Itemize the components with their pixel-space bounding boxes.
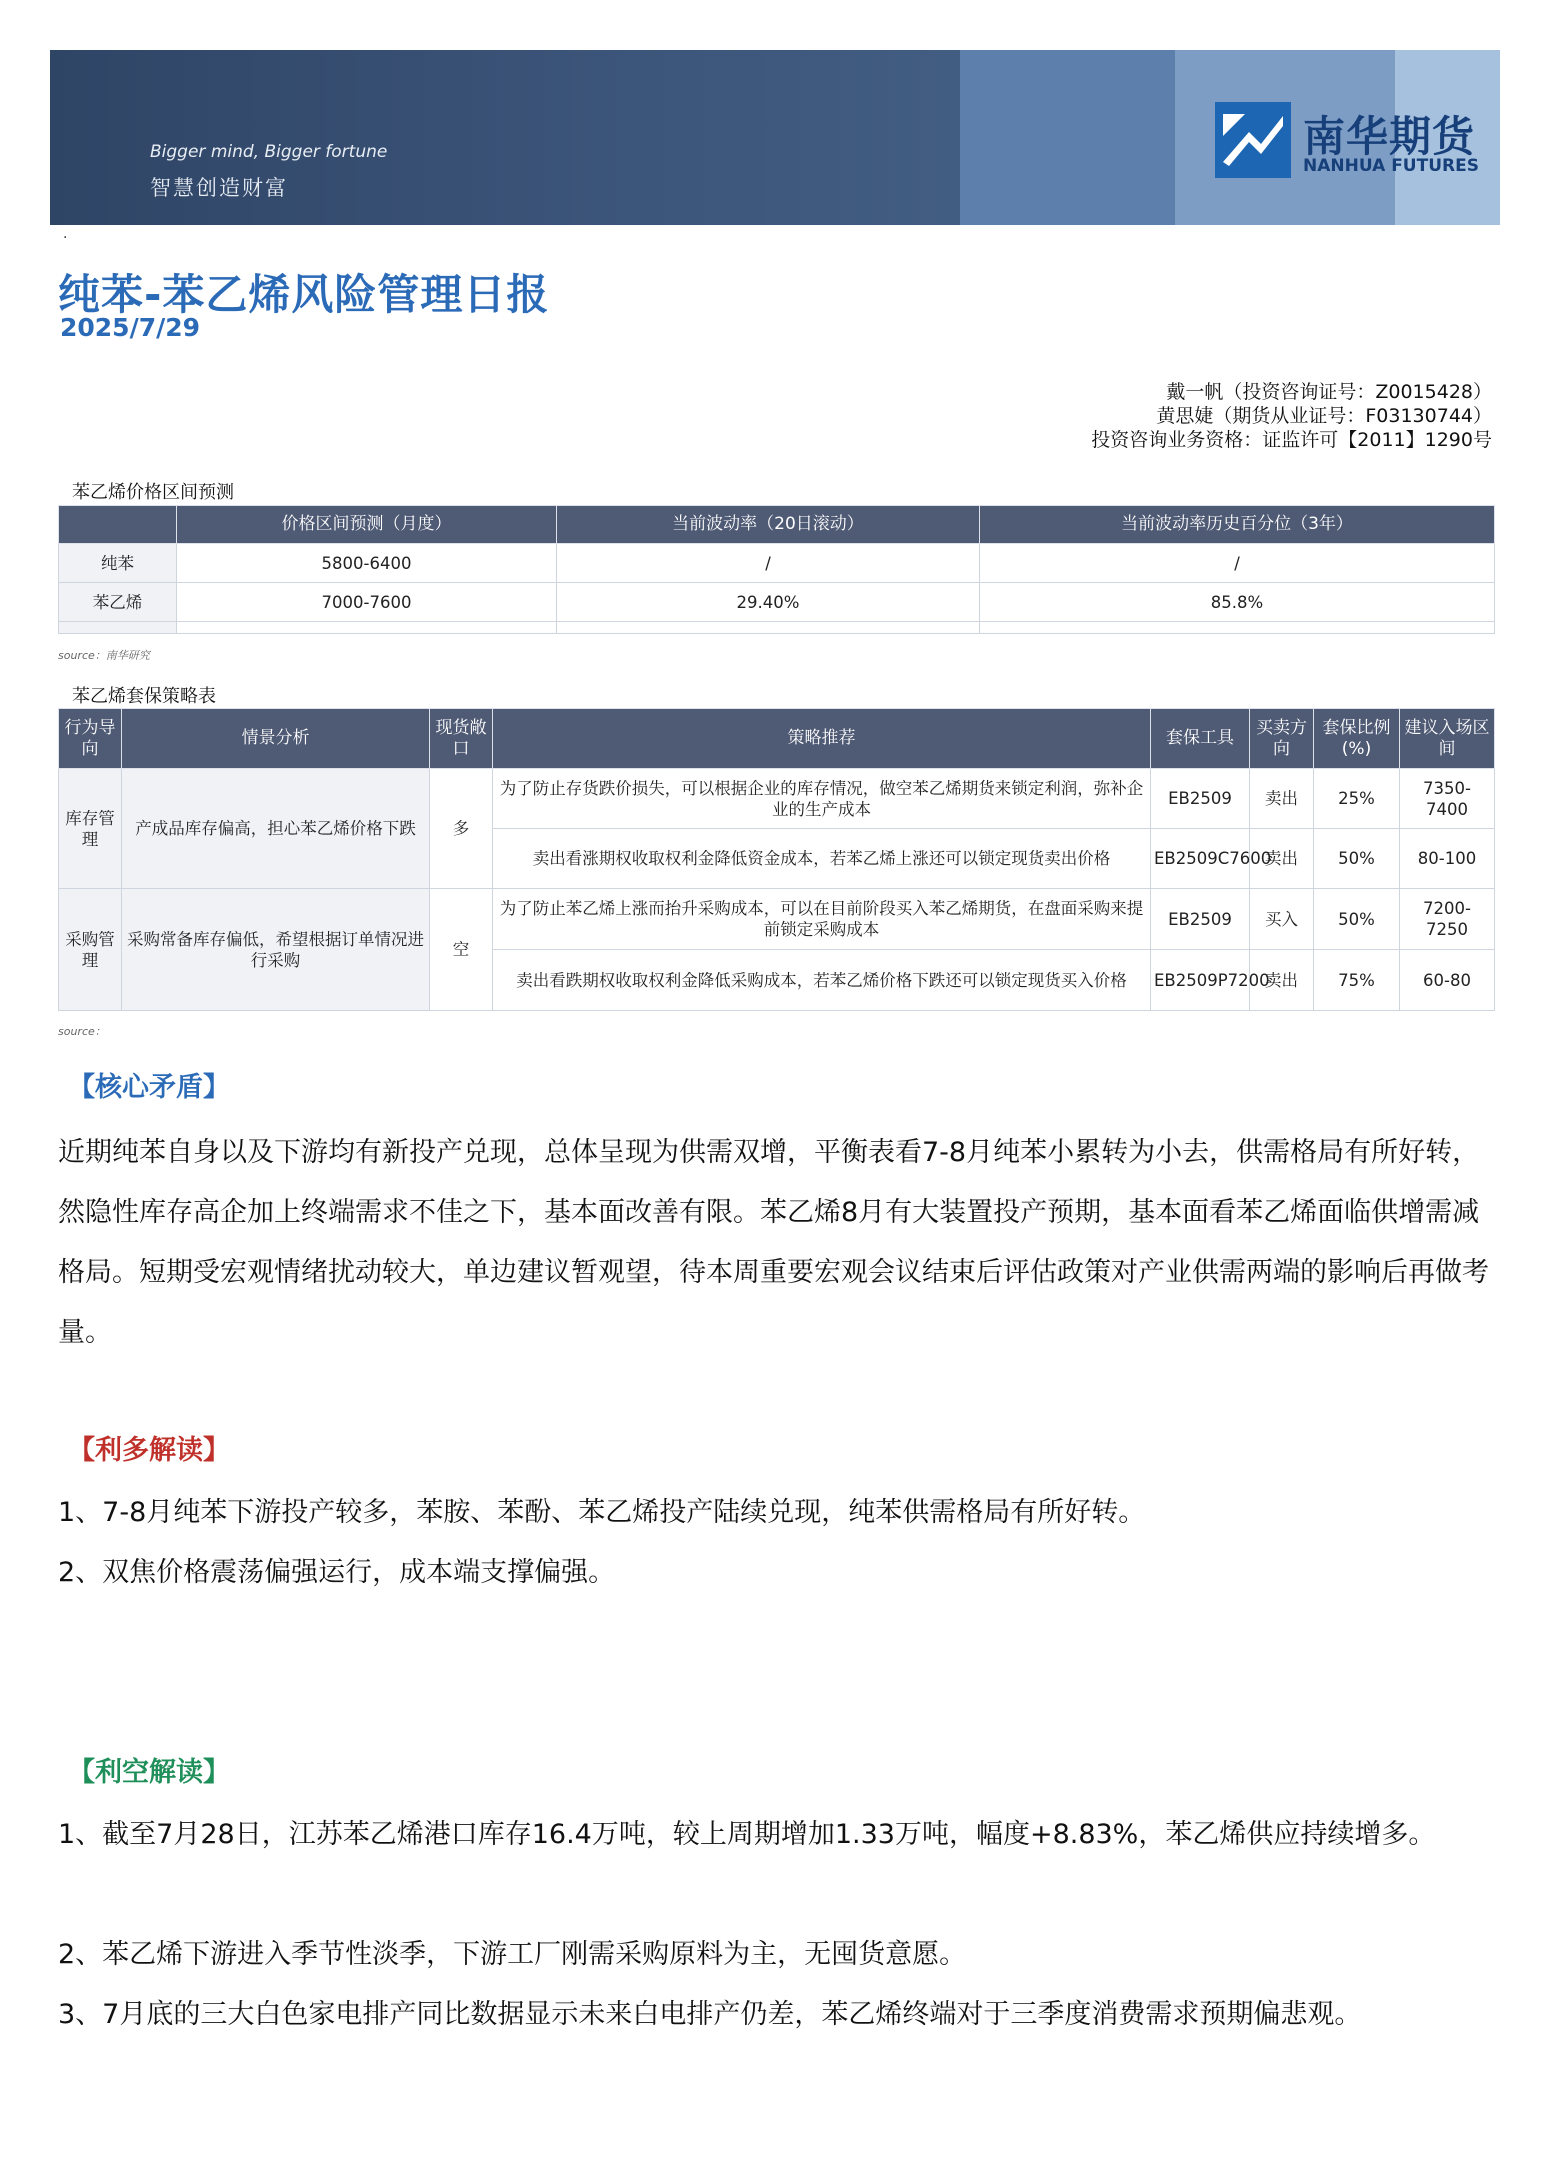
table-header: 行为导向 [59,709,122,769]
price-table-caption: 苯乙烯价格区间预测 [72,482,234,503]
hedge-table-source: source： [58,1025,106,1038]
slogan-chinese: 智慧创造财富 [150,176,288,200]
core-paragraph: 近期纯苯自身以及下游均有新投产兑现，总体呈现为供需双增，平衡表看7-8月纯苯小累转为小去，供需格局有所好转，然隐性库存高企加上终端需求不佳之下，基本面改善有限。苯乙烯8月有大装置投产预期，基本面看苯乙烯面临供增需减格局。短期受宏观情绪扰动较大，单边建议暂观望，待本周重要宏观会议结束后评估政策对产业供需两端的影响后再做考量。 [58,1137,1489,1348]
ratio-cell: 75% [1314,950,1400,1011]
direction-cell: 买入 [1250,889,1314,950]
table-row [59,769,1495,829]
ratio-cell: 25% [1314,769,1400,829]
ratio-cell: 50% [1314,829,1400,889]
scenario-cell: 产成品库存偏高，担心苯乙烯价格下跌 [122,769,430,889]
instrument-cell: EB2509P7200 [1151,950,1250,1011]
bearish-heading: 【利空解读】 [68,1757,230,1788]
table-cell: / [557,544,980,583]
author-line: 戴一帆（投资咨询证号：Z0015428） [1166,381,1492,403]
direction-cell: 卖出 [1250,950,1314,1011]
hedge-table-caption: 苯乙烯套保策略表 [72,686,216,707]
price-table-source: source：南华研究 [58,649,150,662]
strategy-cell: 卖出看跌期权收取权利金降低采购成本，若苯乙烯价格下跌还可以锁定现货买入价格 [493,950,1151,1011]
entry-range-cell: 60-80 [1400,950,1495,1011]
behavior-cell: 采购管理 [59,889,122,1011]
author-block [1091,380,1492,452]
company-logo [1215,102,1495,180]
author-line: 黄思婕（期货从业证号：F03130744） [1156,405,1492,427]
entry-range-cell: 7350-7400 [1400,769,1495,829]
ratio-cell: 50% [1314,889,1400,950]
direction-cell: 卖出 [1250,769,1314,829]
exposure-cell: 多 [430,769,493,889]
table-header: 当前波动率（20日滚动） [557,506,980,544]
table-header: 策略推荐 [493,709,1151,769]
instrument-cell: EB2509 [1151,889,1250,950]
table-header: 情景分析 [122,709,430,769]
table-row [59,889,1495,950]
bullish-item: 1、7-8月纯苯下游投产较多，苯胺、苯酚、苯乙烯投产陆续兑现，纯苯供需格局有所好转。 [58,1497,1146,1528]
table-header: 现货敞口 [430,709,493,769]
table-cell: 纯苯 [59,544,177,583]
logo-text-cn: 南华期货 [1303,112,1476,161]
strategy-cell: 为了防止苯乙烯上涨而抬升采购成本，可以在目前阶段买入苯乙烯期货，在盘面采购来提前锁定采购成本 [493,889,1151,950]
table-header: 建议入场区间 [1400,709,1495,769]
nanhua-logo-icon [1215,102,1291,178]
bearish-item: 2、苯乙烯下游进入季节性淡季，下游工厂刚需采购原料为主，无囤货意愿。 [58,1939,967,1970]
bearish-item: 3、7月底的三大白色家电排产同比数据显示未来白电排产仍差，苯乙烯终端对于三季度消费需求预期偏悲观。 [58,1999,1362,2030]
table-header [59,506,177,544]
bearish-item: 1、截至7月28日，江苏苯乙烯港口库存16.4万吨，较上周期增加1.33万吨，幅度+8.83%，苯乙烯供应持续增多。 [58,1819,1436,1850]
exposure-cell: 空 [430,889,493,1011]
table-cell: / [980,544,1495,583]
bullet-mark: · [63,230,68,246]
bullish-item: 2、双焦价格震荡偏强运行，成本端支撑偏强。 [58,1557,616,1588]
table-cell: 5800-6400 [177,544,557,583]
bullish-heading: 【利多解读】 [68,1435,230,1466]
price-range-table [58,505,1495,634]
table-header: 套保比例(%) [1314,709,1400,769]
instrument-cell: EB2509C7600 [1151,829,1250,889]
table-header: 买卖方向 [1250,709,1314,769]
instrument-cell: EB2509 [1151,769,1250,829]
license-line: 投资咨询业务资格：证监许可【2011】1290号 [1091,429,1492,451]
table-header: 套保工具 [1151,709,1250,769]
table-row [59,544,1495,583]
scenario-cell: 采购常备库存偏低，希望根据订单情况进行采购 [122,889,430,1011]
direction-cell: 卖出 [1250,829,1314,889]
table-cell: 29.40% [557,583,980,622]
table-cell: 85.8% [980,583,1495,622]
table-row [59,583,1495,622]
header-banner [50,50,1500,225]
table-cell: 苯乙烯 [59,583,177,622]
behavior-cell: 库存管理 [59,769,122,889]
strategy-cell: 为了防止存货跌价损失，可以根据企业的库存情况，做空苯乙烯期货来锁定利润，弥补企业的生产成本 [493,769,1151,829]
report-date: 2025/7/29 [60,313,201,342]
logo-text-en: NANHUA FUTURES [1303,156,1479,176]
strategy-cell: 卖出看涨期权收取权利金降低资金成本，若苯乙烯上涨还可以锁定现货卖出价格 [493,829,1151,889]
table-header: 价格区间预测（月度） [177,506,557,544]
core-heading: 【核心矛盾】 [68,1072,230,1103]
table-cell: 7000-7600 [177,583,557,622]
entry-range-cell: 80-100 [1400,829,1495,889]
hedge-strategy-table [58,708,1495,1011]
slogan-english: Bigger mind, Bigger fortune [150,142,388,162]
page-title: 纯苯-苯乙烯风险管理日报 [58,270,550,319]
entry-range-cell: 7200-7250 [1400,889,1495,950]
table-header: 当前波动率历史百分位（3年） [980,506,1495,544]
